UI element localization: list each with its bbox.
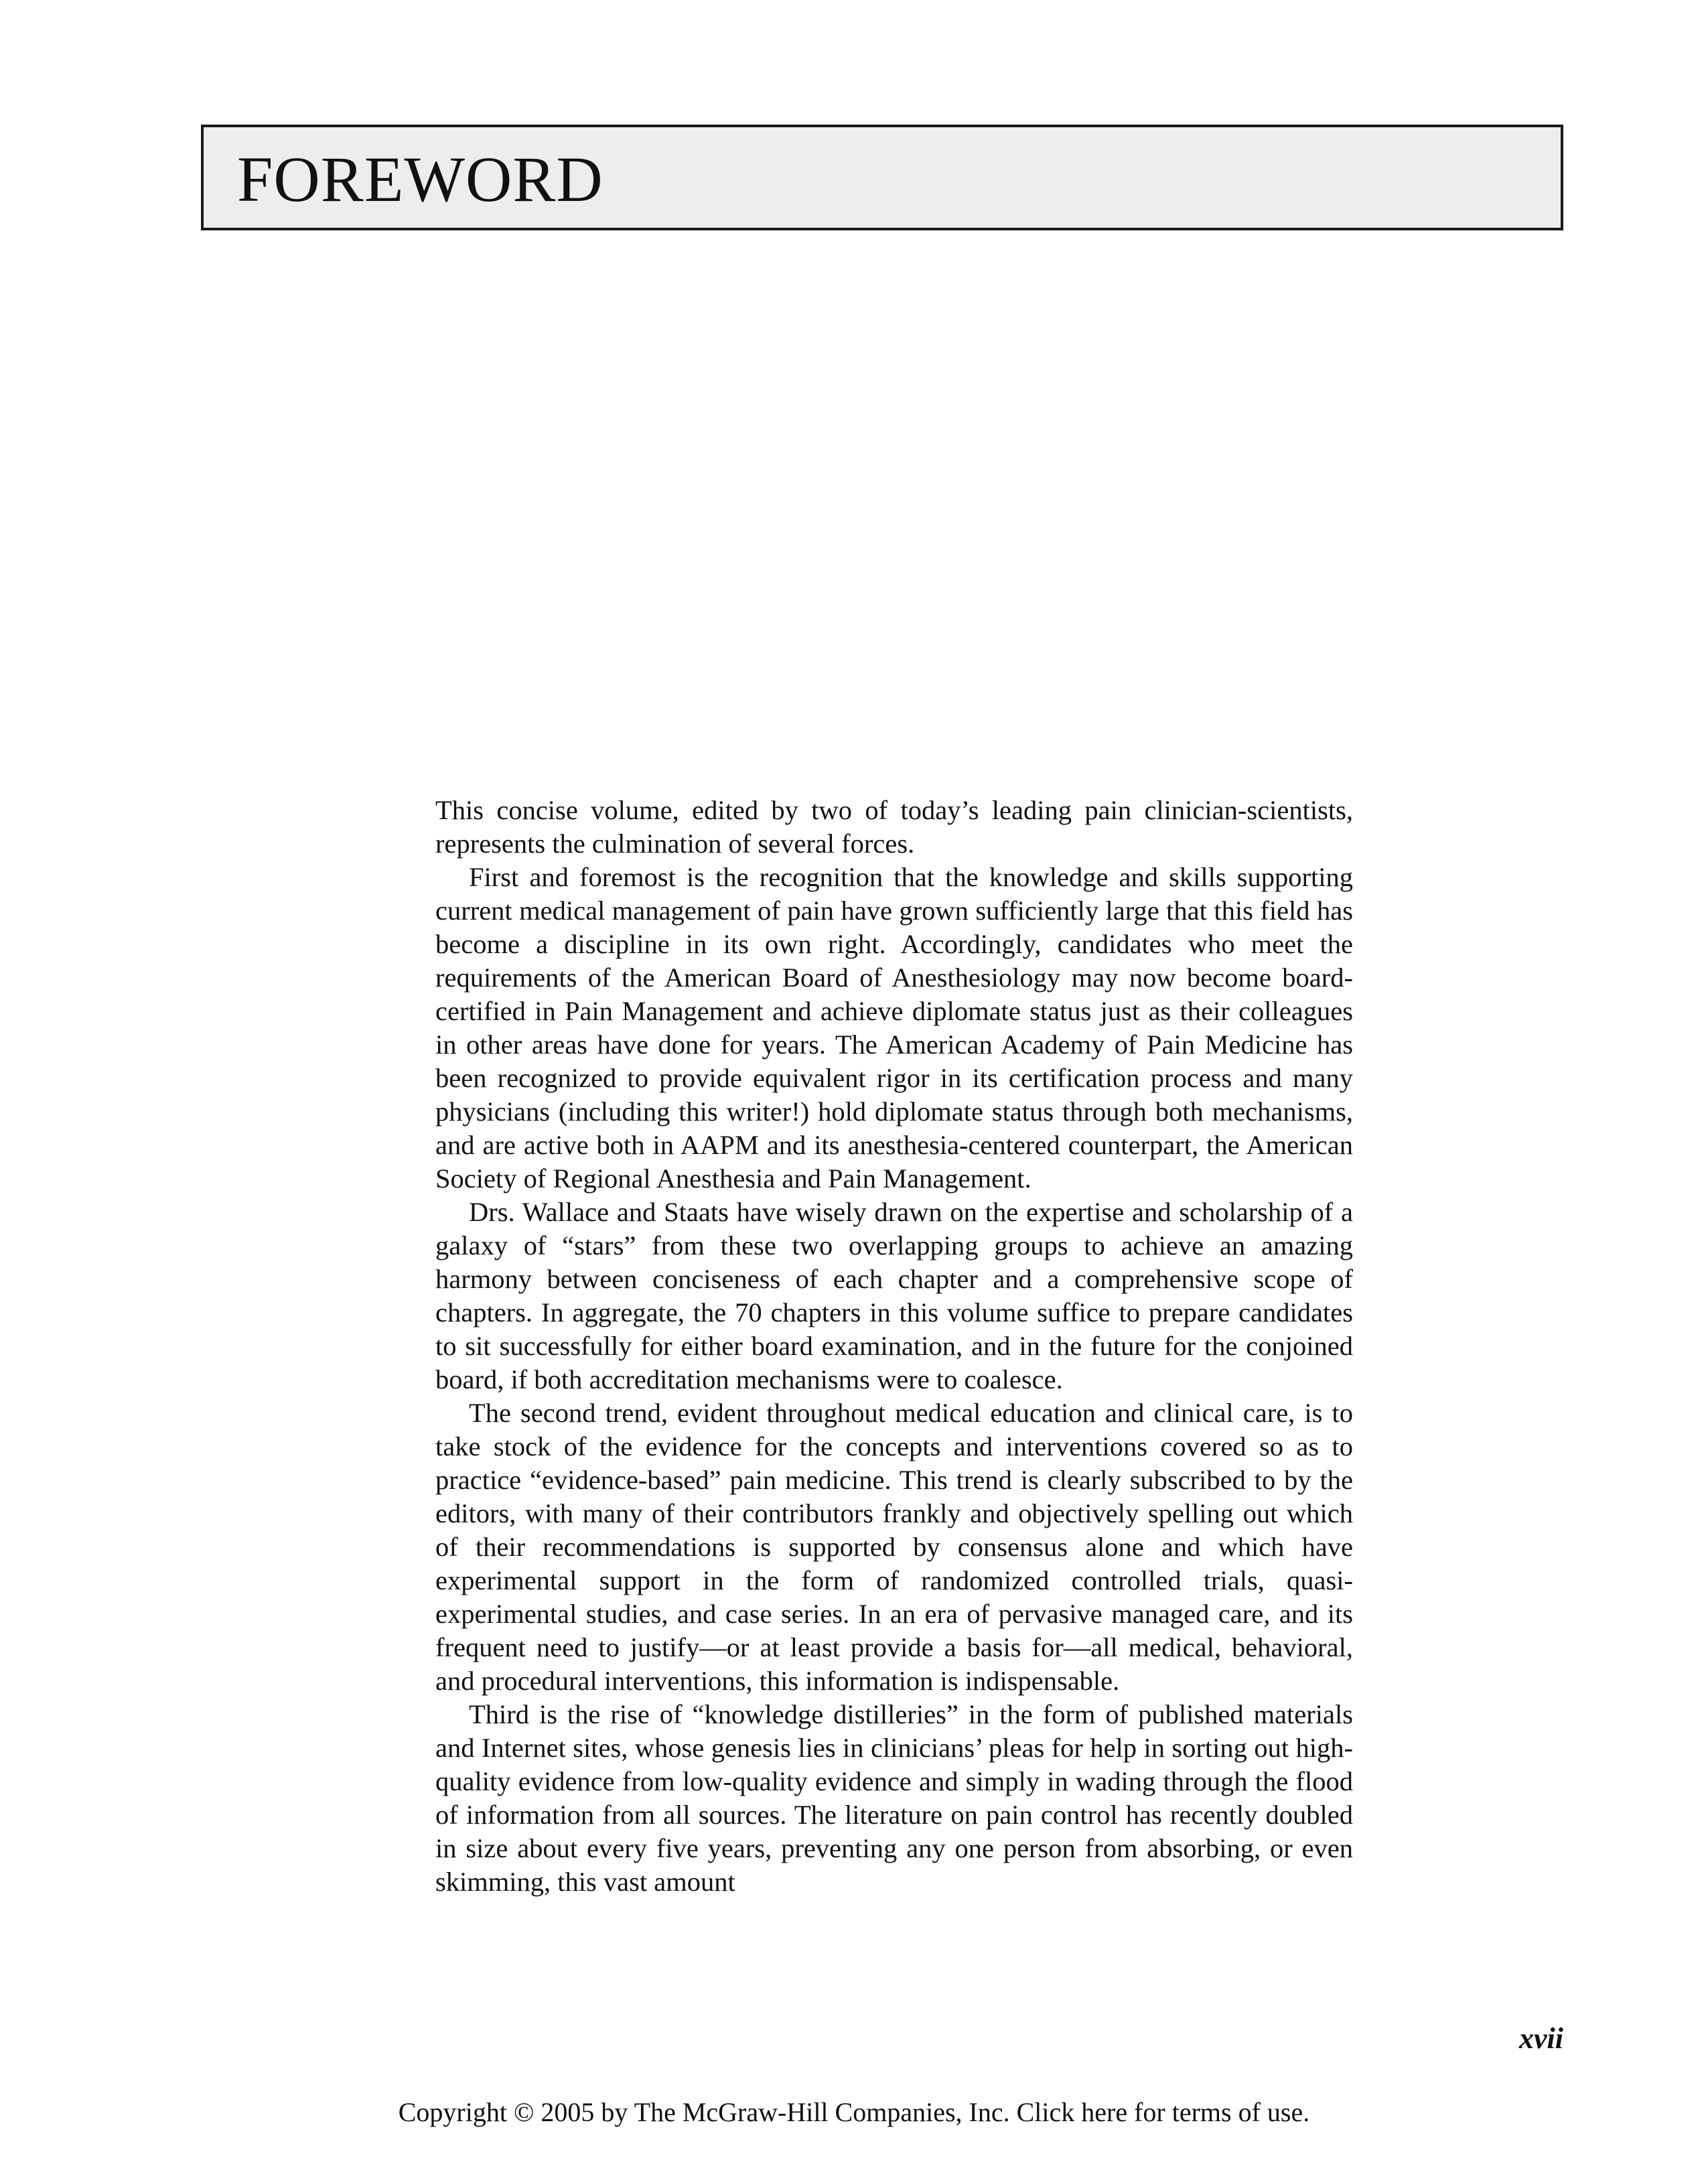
copyright-notice-link[interactable]: Copyright © 2005 by The McGraw-Hill Companies, Inc. Click here for terms of use. <box>398 2097 1310 2127</box>
paragraph-5: Third is the rise of “knowledge distilleries” in the form of published materials and Internet sites, whose genesis lies in clinicians’ pleas for help in sorting out high-quality evidence from low-quality evidence and simply in wading through the flood of information from all sources. The literature on pain control has recently doubled in size about every five years, preventing any one person from absorbing, or even skimming, this vast amount <box>435 1699 1353 1897</box>
paragraph-2: First and foremost is the recognition that the knowledge and skills supporting current medical management of pain have grown sufficiently large that this field has become a discipline in its own right. Accordingly, candidates who meet the requirements of the American Board of Anesthesiology may now become board-certified in Pain Management and achieve diplomate status just as their colleagues in other areas have done for years. The American Academy of Pain Medicine has been recognized to provide equivalent rigor in its certification process and many physicians (including this writer!) hold diplomate status through both mechanisms, and are active both in AAPM and its anesthesia-centered counterpart, the American Society of Regional Anesthesia and Pain Management. <box>435 862 1353 1194</box>
foreword-body <box>435 794 1353 1899</box>
chapter-title-box <box>201 125 1563 230</box>
paragraph-1: This concise volume, edited by two of today’s leading pain clinician-scientists, represents the culmination of several forces. <box>435 795 1353 859</box>
paragraph-3: Drs. Wallace and Staats have wisely drawn on the expertise and scholarship of a galaxy of “stars” from these two overlapping groups to achieve an amazing harmony between conciseness of each chapter and a comprehensive scope of chapters. In aggregate, the 70 chapters in this volume suffice to prepare candidates to sit successfully for either board examination, and in the future for the conjoined board, if both accreditation mechanisms were to coalesce. <box>435 1197 1353 1394</box>
paragraph-4: The second trend, evident throughout medical education and clinical care, is to take stock of the evidence for the concepts and interventions covered so as to practice “evidence-based” pain medicine. This trend is clearly subscribed to by the editors, with many of their contributors frankly and objectively spelling out which of their recommendations is supported by consensus alone and which have experimental support in the form of randomized controlled trials, quasi-experimental studies, and case series. In an era of pervasive managed care, and its frequent need to justify—or at least provide a basis for—all medical, behavioral, and procedural interventions, this information is indispensable. <box>435 1398 1353 1696</box>
page-number: xvii <box>1519 2022 1563 2055</box>
chapter-title: FOREWORD <box>237 143 603 215</box>
